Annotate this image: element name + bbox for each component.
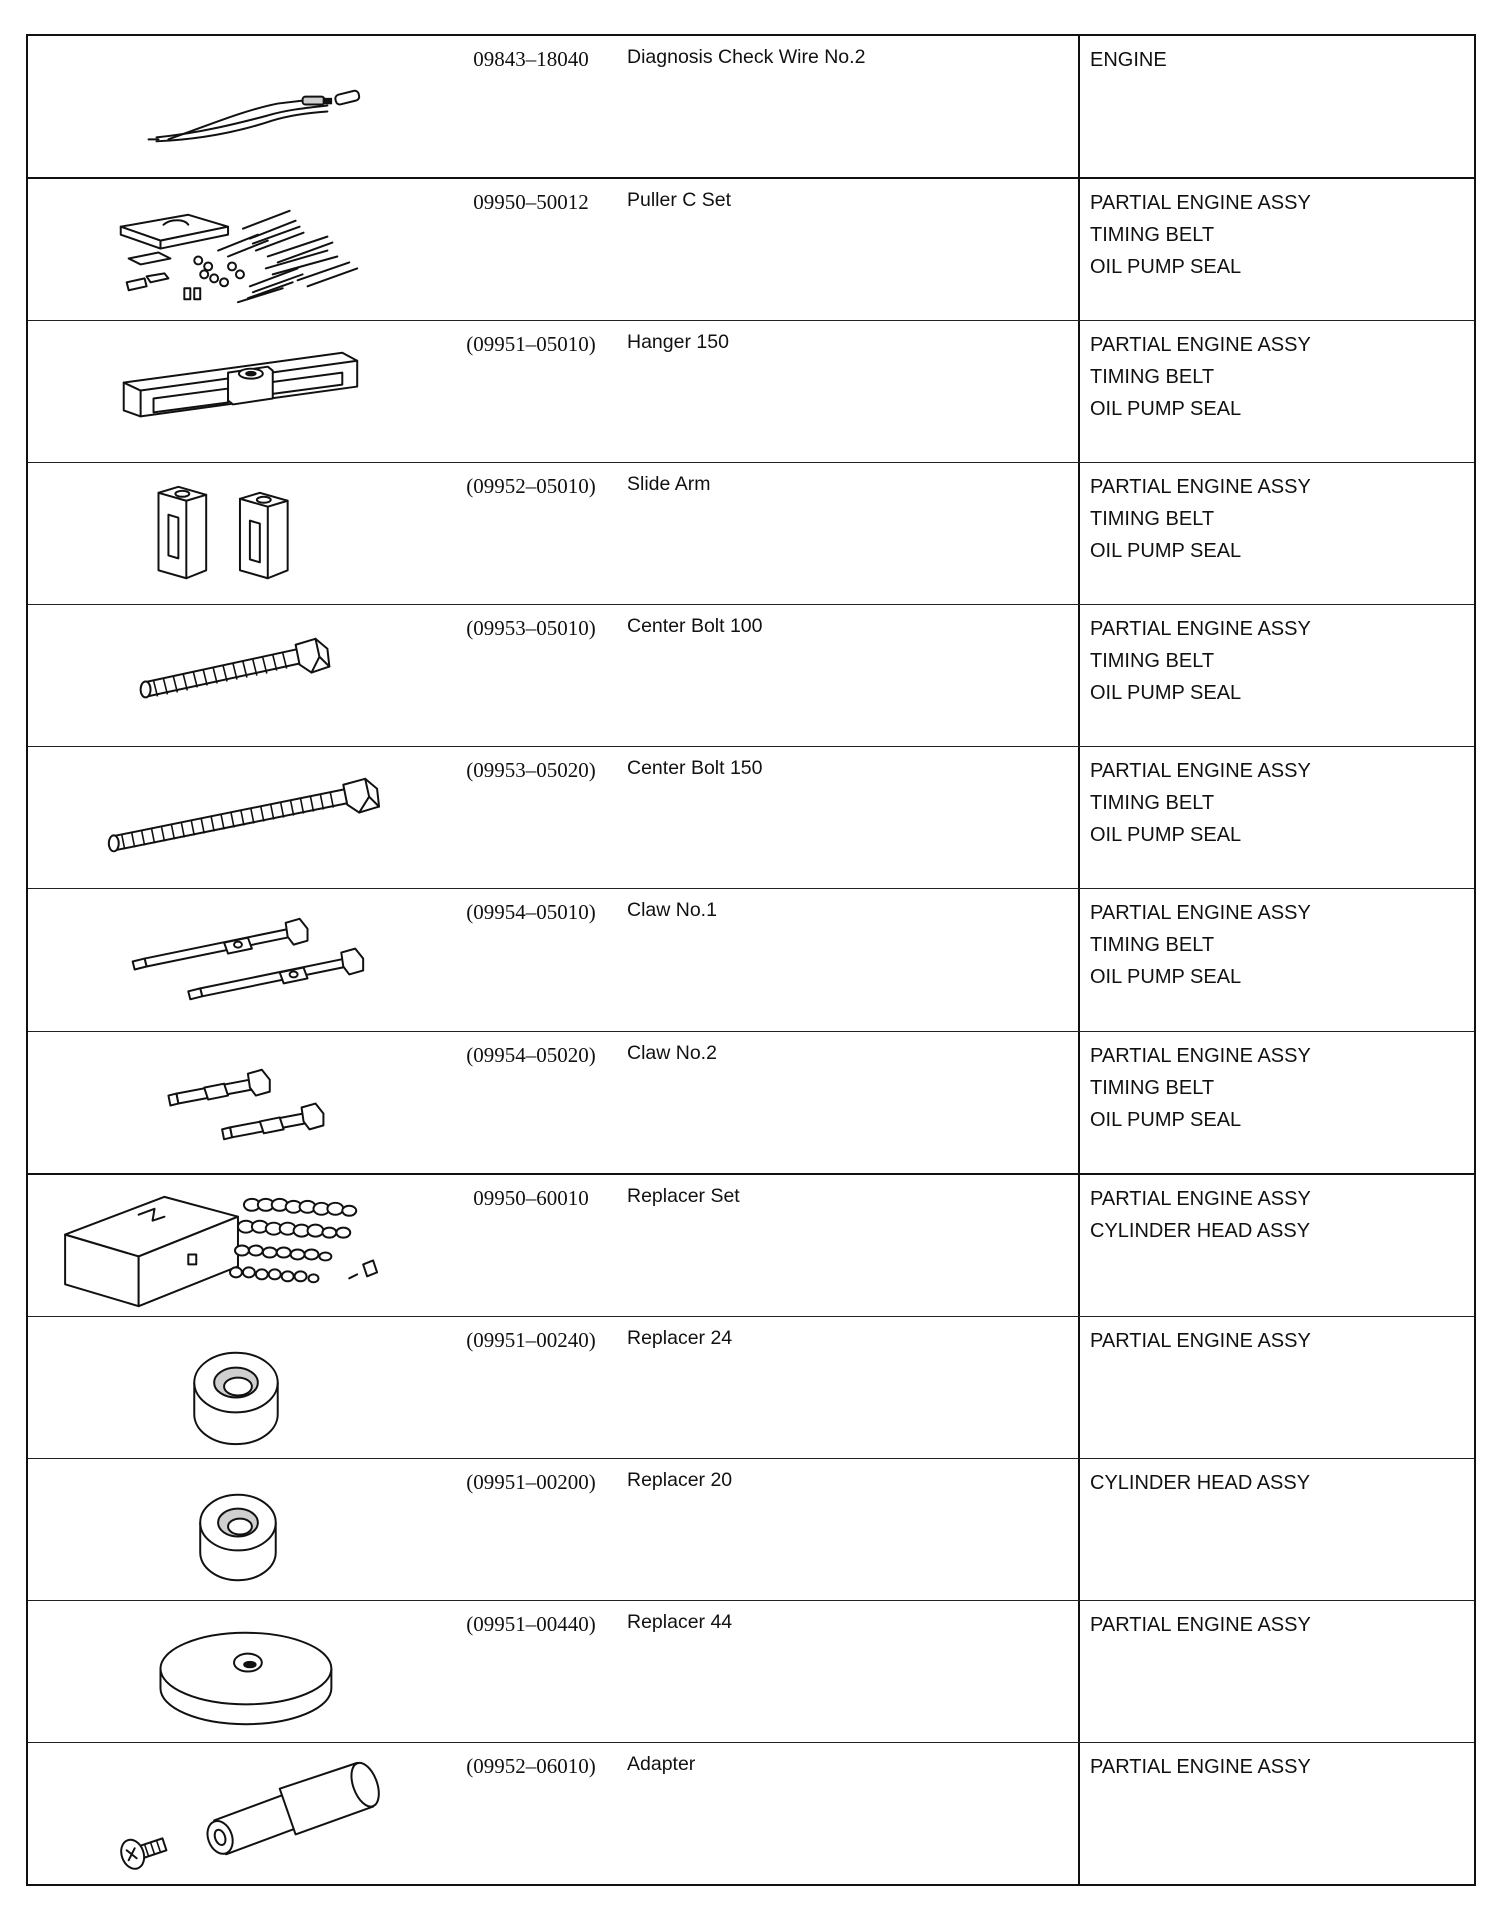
usage-item: CYLINDER HEAD ASSY bbox=[1090, 1471, 1311, 1494]
replacer-24-illustration bbox=[28, 1317, 441, 1458]
usage-cell bbox=[1078, 1032, 1474, 1173]
table-row bbox=[28, 36, 1474, 179]
puller-set-illustration bbox=[28, 179, 441, 320]
usage-cell bbox=[1078, 36, 1474, 177]
usage-item: CYLINDER HEAD ASSY bbox=[1090, 1219, 1311, 1242]
table-row bbox=[28, 1743, 1474, 1884]
usage-item: PARTIAL ENGINE ASSY bbox=[1090, 334, 1311, 357]
usage-item: ENGINE bbox=[1090, 49, 1167, 71]
part-number: 09950–60010 bbox=[473, 1185, 589, 1210]
center-bolt-100-illustration bbox=[28, 605, 441, 746]
tool-name: Slide Arm bbox=[627, 473, 711, 496]
part-number: 09950–50012 bbox=[473, 190, 589, 215]
part-number: (09954–05020) bbox=[466, 1042, 596, 1067]
part-number: (09951–00440) bbox=[466, 1611, 596, 1636]
table-row bbox=[28, 463, 1474, 605]
usage-item: TIMING BELT bbox=[1090, 224, 1215, 247]
usage-item: OIL PUMP SEAL bbox=[1090, 398, 1242, 421]
table-row bbox=[28, 1032, 1474, 1175]
tool-name: Claw No.2 bbox=[627, 1041, 717, 1064]
replacer-20-illustration bbox=[28, 1459, 441, 1600]
tool-name: Replacer 20 bbox=[627, 1468, 733, 1491]
tool-name: Center Bolt 150 bbox=[627, 757, 763, 780]
table-row bbox=[28, 1459, 1474, 1601]
usage-item: TIMING BELT bbox=[1090, 1076, 1215, 1099]
adapter-illustration bbox=[28, 1743, 441, 1884]
usage-item: PARTIAL ENGINE ASSY bbox=[1090, 902, 1311, 925]
usage-item: OIL PUMP SEAL bbox=[1090, 540, 1242, 563]
tool-name: Diagnosis Check Wire No.2 bbox=[627, 46, 866, 68]
usage-cell bbox=[1078, 605, 1474, 746]
usage-item: TIMING BELT bbox=[1090, 366, 1215, 389]
usage-cell bbox=[1078, 1175, 1474, 1316]
usage-cell bbox=[1078, 1601, 1474, 1742]
usage-item: PARTIAL ENGINE ASSY bbox=[1090, 1187, 1311, 1210]
usage-item: OIL PUMP SEAL bbox=[1090, 824, 1242, 847]
tool-name: Replacer Set bbox=[627, 1184, 740, 1207]
tool-name: Puller C Set bbox=[627, 189, 732, 212]
usage-item: TIMING BELT bbox=[1090, 792, 1215, 815]
usage-item: PARTIAL ENGINE ASSY bbox=[1090, 476, 1311, 499]
usage-item: OIL PUMP SEAL bbox=[1090, 682, 1242, 705]
usage-cell bbox=[1078, 747, 1474, 888]
usage-cell bbox=[1078, 321, 1474, 462]
table-row bbox=[28, 321, 1474, 463]
table-row bbox=[28, 889, 1474, 1031]
table-row bbox=[28, 605, 1474, 747]
usage-item: PARTIAL ENGINE ASSY bbox=[1090, 1329, 1311, 1352]
tool-name: Center Bolt 100 bbox=[627, 615, 763, 638]
part-number: (09952–06010) bbox=[466, 1753, 596, 1778]
center-bolt-150-illustration bbox=[28, 747, 441, 888]
hanger-illustration bbox=[28, 321, 441, 462]
part-number: (09951–00240) bbox=[466, 1327, 596, 1352]
table-row bbox=[28, 747, 1474, 889]
part-number: (09952–05010) bbox=[466, 474, 596, 499]
replacer-set-illustration bbox=[28, 1175, 441, 1316]
part-number: (09954–05010) bbox=[466, 900, 596, 925]
usage-cell bbox=[1078, 889, 1474, 1030]
tool-name: Adapter bbox=[627, 1752, 696, 1775]
claw-1-illustration bbox=[28, 889, 441, 1030]
claw-2-illustration bbox=[28, 1032, 441, 1173]
usage-item: OIL PUMP SEAL bbox=[1090, 966, 1242, 989]
table-row bbox=[28, 179, 1474, 321]
usage-item: OIL PUMP SEAL bbox=[1090, 256, 1242, 279]
usage-item: TIMING BELT bbox=[1090, 508, 1215, 531]
part-number: (09953–05020) bbox=[466, 758, 596, 783]
part-number: (09953–05010) bbox=[466, 616, 596, 641]
sst-table bbox=[26, 34, 1476, 1886]
usage-cell bbox=[1078, 1743, 1474, 1884]
table-row bbox=[28, 1601, 1474, 1743]
tool-name: Hanger 150 bbox=[627, 331, 729, 354]
usage-item: TIMING BELT bbox=[1090, 934, 1215, 957]
part-number: 09843–18040 bbox=[473, 47, 589, 71]
usage-item: PARTIAL ENGINE ASSY bbox=[1090, 192, 1311, 215]
usage-cell bbox=[1078, 179, 1474, 320]
table-row bbox=[28, 1317, 1474, 1459]
part-number: (09951–05010) bbox=[466, 332, 596, 357]
usage-item: PARTIAL ENGINE ASSY bbox=[1090, 1044, 1311, 1067]
usage-item: PARTIAL ENGINE ASSY bbox=[1090, 1613, 1311, 1636]
usage-cell bbox=[1078, 463, 1474, 604]
tool-name: Replacer 24 bbox=[627, 1326, 733, 1349]
slide-arm-illustration bbox=[28, 463, 441, 604]
check-wire-illustration bbox=[28, 36, 441, 177]
tool-name: Claw No.1 bbox=[627, 899, 717, 922]
replacer-44-illustration bbox=[28, 1601, 441, 1742]
table-row bbox=[28, 1175, 1474, 1317]
usage-item: TIMING BELT bbox=[1090, 650, 1215, 673]
usage-item: PARTIAL ENGINE ASSY bbox=[1090, 760, 1311, 783]
usage-item: OIL PUMP SEAL bbox=[1090, 1108, 1242, 1131]
usage-item: PARTIAL ENGINE ASSY bbox=[1090, 618, 1311, 641]
usage-cell bbox=[1078, 1459, 1474, 1600]
tool-name: Replacer 44 bbox=[627, 1610, 733, 1633]
usage-cell bbox=[1078, 1317, 1474, 1458]
usage-item: PARTIAL ENGINE ASSY bbox=[1090, 1755, 1311, 1778]
part-number: (09951–00200) bbox=[466, 1469, 596, 1494]
